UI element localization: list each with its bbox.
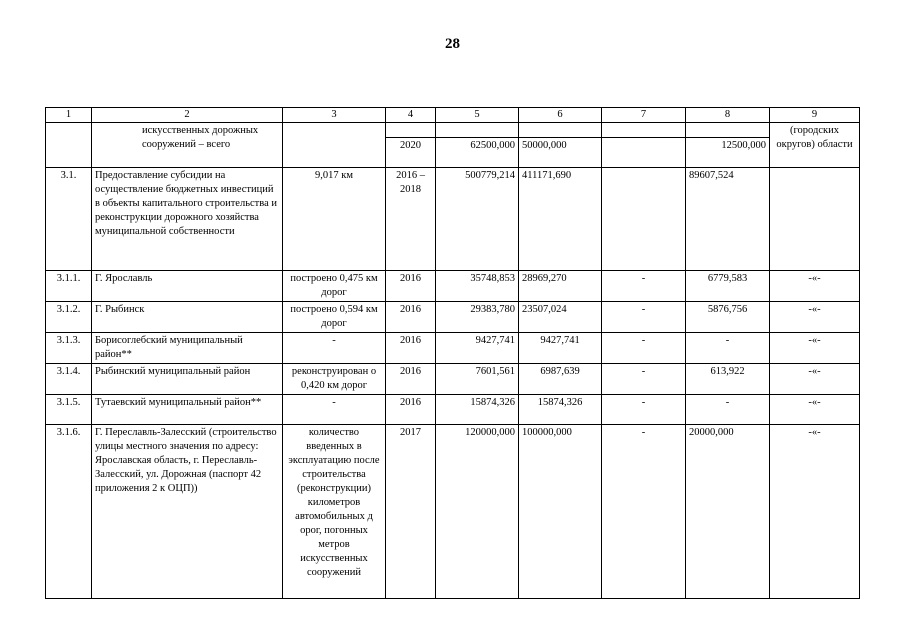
cell-federal: - <box>602 425 686 599</box>
column-header: 7 <box>602 108 686 123</box>
cell-regional: 15874,326 <box>519 395 602 425</box>
cell-federal <box>602 168 686 271</box>
cell-indicator: - <box>283 333 386 364</box>
cell-year: 2016 – 2018 <box>386 168 436 271</box>
cell-indicator: количество введенных в эксплуатацию после строительства (реконструкции) километров автомобильных д орог, погонных метров искусственных сооружений <box>283 425 386 599</box>
cell-year: 2016 <box>386 395 436 425</box>
cell-indicator: 9,017 км <box>283 168 386 271</box>
column-header: 6 <box>519 108 602 123</box>
cell-total: 35748,853 <box>436 271 519 302</box>
cell-total: 120000,000 <box>436 425 519 599</box>
cell-year: 2020 <box>386 138 436 168</box>
cell-year: 2016 <box>386 271 436 302</box>
table-row <box>46 364 860 395</box>
cell-regional: 23507,024 <box>519 302 602 333</box>
cell-executor: -«- <box>770 333 860 364</box>
cell-empty <box>602 123 686 138</box>
cell-federal: - <box>602 302 686 333</box>
cell-indicator: реконструирован о 0,420 км дорог <box>283 364 386 395</box>
cell-executor: (городских округов) области <box>770 123 860 168</box>
cell-total: 500779,214 <box>436 168 519 271</box>
table-row <box>46 302 860 333</box>
cell-total: 62500,000 <box>436 138 519 168</box>
cell-year: 2016 <box>386 302 436 333</box>
cell-local: 5876,756 <box>686 302 770 333</box>
table-row <box>46 168 860 271</box>
cell-num: 3.1. <box>46 168 92 271</box>
cell-regional: 50000,000 <box>519 138 602 168</box>
cell-federal <box>602 138 686 168</box>
cell-local: 12500,000 <box>686 138 770 168</box>
cell-total: 29383,780 <box>436 302 519 333</box>
cell-local: 89607,524 <box>686 168 770 271</box>
cell-executor: -«- <box>770 364 860 395</box>
cell-num: 3.1.4. <box>46 364 92 395</box>
column-header: 2 <box>92 108 283 123</box>
cell-name: Рыбинский муниципальный район <box>92 364 283 395</box>
cell-local: 6779,583 <box>686 271 770 302</box>
column-header: 9 <box>770 108 860 123</box>
cell-year: 2016 <box>386 333 436 364</box>
cell-regional: 411171,690 <box>519 168 602 271</box>
cell-empty <box>519 123 602 138</box>
cell-year: 2017 <box>386 425 436 599</box>
cell-executor: -«- <box>770 395 860 425</box>
cell-year: 2016 <box>386 364 436 395</box>
cell-executor: -«- <box>770 425 860 599</box>
cell-empty <box>686 123 770 138</box>
cell-name: Борисоглебский муниципальный район** <box>92 333 283 364</box>
continuation-row <box>46 123 860 138</box>
cell-num <box>46 123 92 168</box>
cell-executor: -«- <box>770 271 860 302</box>
cell-num: 3.1.3. <box>46 333 92 364</box>
cell-local: 20000,000 <box>686 425 770 599</box>
cell-executor <box>770 168 860 271</box>
cell-regional: 9427,741 <box>519 333 602 364</box>
cell-empty <box>386 123 436 138</box>
cell-federal: - <box>602 333 686 364</box>
cell-regional: 100000,000 <box>519 425 602 599</box>
cell-federal: - <box>602 271 686 302</box>
cell-name: Тутаевский муниципальный район** <box>92 395 283 425</box>
cell-local: - <box>686 395 770 425</box>
column-header: 5 <box>436 108 519 123</box>
column-header: 3 <box>283 108 386 123</box>
cell-name: Г. Переславль-Залесский (строительство улицы местного значения по адресу: Ярославская область, г. Переславль-Залесский, ул. Дорожная (паспорт 42 приложения 2 к ОЦП)) <box>92 425 283 599</box>
cell-regional: 28969,270 <box>519 271 602 302</box>
program-activities-table <box>45 107 860 599</box>
table-row <box>46 271 860 302</box>
cell-name: Г. Ярославль <box>92 271 283 302</box>
cell-num: 3.1.2. <box>46 302 92 333</box>
cell-indicator: построено 0,594 км дорог <box>283 302 386 333</box>
cell-indicator: построено 0,475 км дорог <box>283 271 386 302</box>
cell-executor: -«- <box>770 302 860 333</box>
table-row <box>46 333 860 364</box>
cell-empty <box>436 123 519 138</box>
cell-indicator: - <box>283 395 386 425</box>
cell-total: 15874,326 <box>436 395 519 425</box>
cell-total: 7601,561 <box>436 364 519 395</box>
cell-local: 613,922 <box>686 364 770 395</box>
page-number: 28 <box>445 36 460 52</box>
column-number-row <box>46 108 860 123</box>
cell-num: 3.1.5. <box>46 395 92 425</box>
cell-federal: - <box>602 395 686 425</box>
cell-name: искусственных дорожных сооружений – всего <box>92 123 283 168</box>
cell-name: Предоставление субсидии на осуществление бюджетных инвестиций в объекты капитального строительства и реконструкции дорожного хозяйства муниципальной собственности <box>92 168 283 271</box>
cell-local: - <box>686 333 770 364</box>
cell-total: 9427,741 <box>436 333 519 364</box>
column-header: 4 <box>386 108 436 123</box>
cell-name: Г. Рыбинск <box>92 302 283 333</box>
table-row <box>46 425 860 599</box>
cell-regional: 6987,639 <box>519 364 602 395</box>
cell-num: 3.1.6. <box>46 425 92 599</box>
column-header: 1 <box>46 108 92 123</box>
cell-indicator <box>283 123 386 168</box>
cell-num: 3.1.1. <box>46 271 92 302</box>
cell-federal: - <box>602 364 686 395</box>
table-row <box>46 395 860 425</box>
column-header: 8 <box>686 108 770 123</box>
